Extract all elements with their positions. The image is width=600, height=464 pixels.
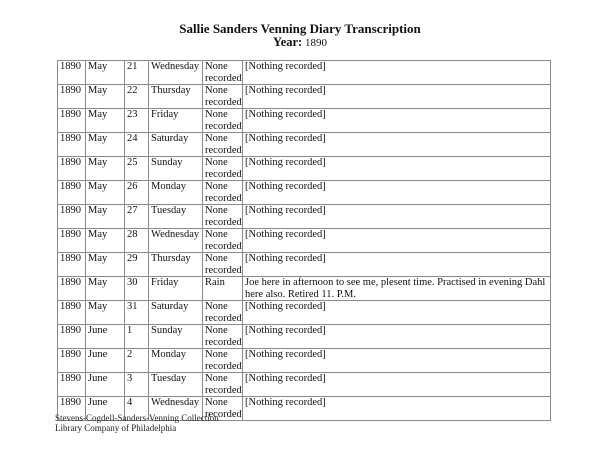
table-row — [58, 109, 551, 133]
table-row — [58, 349, 551, 373]
day-cell: 21 — [125, 61, 149, 85]
entry-cell: [Nothing recorded] — [243, 157, 551, 181]
weekday-cell: Wednesday — [149, 61, 203, 85]
month-cell: May — [86, 109, 125, 133]
diary-table — [57, 60, 551, 421]
weekday-cell: Saturday — [149, 301, 203, 325]
weekday-cell: Monday — [149, 181, 203, 205]
entry-cell: [Nothing recorded] — [243, 229, 551, 253]
month-cell: May — [86, 85, 125, 109]
month-cell: June — [86, 397, 125, 421]
year-label: Year: — [273, 35, 303, 49]
table-row — [58, 373, 551, 397]
day-cell: 2 — [125, 349, 149, 373]
year-cell: 1890 — [58, 85, 86, 109]
diary-table-body — [58, 61, 551, 421]
day-cell: 31 — [125, 301, 149, 325]
day-cell: 26 — [125, 181, 149, 205]
month-cell: May — [86, 253, 125, 277]
weather-cell: None recorded — [203, 133, 243, 157]
year-cell: 1890 — [58, 157, 86, 181]
table-row — [58, 181, 551, 205]
entry-cell: Joe here in afternoon to see me, plesent time. Practised in evening Dahl here also. Retired 11. P.M. — [243, 277, 551, 301]
year-cell: 1890 — [58, 373, 86, 397]
year-cell: 1890 — [58, 301, 86, 325]
weekday-cell: Wednesday — [149, 397, 203, 421]
table-row — [58, 61, 551, 85]
year-cell: 1890 — [58, 277, 86, 301]
table-row — [58, 133, 551, 157]
day-cell: 24 — [125, 133, 149, 157]
table-row — [58, 325, 551, 349]
entry-cell: [Nothing recorded] — [243, 133, 551, 157]
weekday-cell: Sunday — [149, 157, 203, 181]
month-cell: May — [86, 277, 125, 301]
weather-cell: None recorded — [203, 85, 243, 109]
weather-cell: None recorded — [203, 301, 243, 325]
day-cell: 28 — [125, 229, 149, 253]
day-cell: 3 — [125, 373, 149, 397]
year-cell: 1890 — [58, 397, 86, 421]
document-title: Sallie Sanders Venning Diary Transcription — [179, 21, 421, 36]
weather-cell: None recorded — [203, 229, 243, 253]
day-cell: 29 — [125, 253, 149, 277]
weekday-cell: Sunday — [149, 325, 203, 349]
year-cell: 1890 — [58, 109, 86, 133]
entry-cell: [Nothing recorded] — [243, 325, 551, 349]
table-row — [58, 85, 551, 109]
month-cell: May — [86, 205, 125, 229]
weekday-cell: Tuesday — [149, 373, 203, 397]
year-cell: 1890 — [58, 133, 86, 157]
entry-cell: [Nothing recorded] — [243, 301, 551, 325]
entry-cell: [Nothing recorded] — [243, 85, 551, 109]
weather-cell: None recorded — [203, 397, 243, 421]
weekday-cell: Thursday — [149, 85, 203, 109]
table-row — [58, 253, 551, 277]
year-cell: 1890 — [58, 181, 86, 205]
weekday-cell: Tuesday — [149, 205, 203, 229]
table-row — [58, 205, 551, 229]
day-cell: 23 — [125, 109, 149, 133]
month-cell: May — [86, 181, 125, 205]
year-cell: 1890 — [58, 61, 86, 85]
day-cell: 25 — [125, 157, 149, 181]
month-cell: June — [86, 325, 125, 349]
year-cell: 1890 — [58, 253, 86, 277]
year-cell: 1890 — [58, 205, 86, 229]
table-row — [58, 277, 551, 301]
weekday-cell: Friday — [149, 277, 203, 301]
table-row — [58, 229, 551, 253]
entry-cell: [Nothing recorded] — [243, 397, 551, 421]
weather-cell: None recorded — [203, 253, 243, 277]
month-cell: June — [86, 373, 125, 397]
entry-cell: [Nothing recorded] — [243, 109, 551, 133]
weather-cell: None recorded — [203, 61, 243, 85]
weather-cell: None recorded — [203, 181, 243, 205]
year-cell: 1890 — [58, 229, 86, 253]
weather-cell: None recorded — [203, 373, 243, 397]
weekday-cell: Wednesday — [149, 229, 203, 253]
weather-cell: None recorded — [203, 349, 243, 373]
day-cell: 27 — [125, 205, 149, 229]
entry-cell: [Nothing recorded] — [243, 205, 551, 229]
weather-cell: Rain — [203, 277, 243, 301]
weather-cell: None recorded — [203, 205, 243, 229]
day-cell: 30 — [125, 277, 149, 301]
footer — [55, 413, 219, 433]
weekday-cell: Thursday — [149, 253, 203, 277]
month-cell: June — [86, 349, 125, 373]
month-cell: May — [86, 301, 125, 325]
day-cell: 22 — [125, 85, 149, 109]
weather-cell: None recorded — [203, 157, 243, 181]
table-row — [58, 157, 551, 181]
month-cell: May — [86, 61, 125, 85]
weather-cell: None recorded — [203, 109, 243, 133]
year-cell: 1890 — [58, 349, 86, 373]
day-cell: 1 — [125, 325, 149, 349]
weather-cell: None recorded — [203, 325, 243, 349]
year-line — [0, 36, 600, 50]
library-name: Library Company of Philadelphia — [55, 423, 177, 433]
entry-cell: [Nothing recorded] — [243, 349, 551, 373]
entry-cell: [Nothing recorded] — [243, 373, 551, 397]
collection-name: Stevens-Cogdell-Sanders-Venning Collection — [55, 413, 219, 423]
weekday-cell: Saturday — [149, 133, 203, 157]
entry-cell: [Nothing recorded] — [243, 61, 551, 85]
weekday-cell: Friday — [149, 109, 203, 133]
weekday-cell: Monday — [149, 349, 203, 373]
month-cell: May — [86, 133, 125, 157]
year-cell: 1890 — [58, 325, 86, 349]
day-cell: 4 — [125, 397, 149, 421]
entry-cell: [Nothing recorded] — [243, 181, 551, 205]
month-cell: May — [86, 229, 125, 253]
month-cell: May — [86, 157, 125, 181]
table-row — [58, 301, 551, 325]
year-value: 1890 — [304, 37, 327, 49]
entry-cell: [Nothing recorded] — [243, 253, 551, 277]
